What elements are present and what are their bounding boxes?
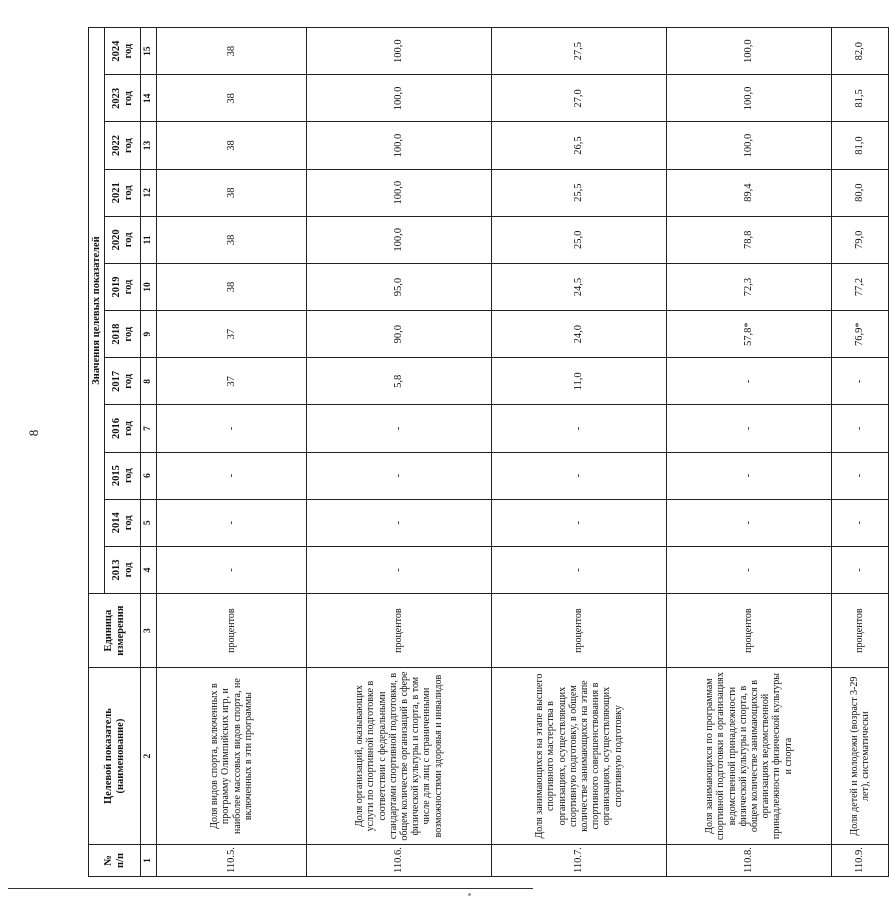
row-value: 25,5 — [492, 169, 667, 216]
row-unit: процентов — [667, 594, 832, 668]
row-number: 110.9. — [832, 844, 889, 876]
footer-line — [8, 888, 533, 889]
row-value: - — [832, 452, 889, 499]
row-value: - — [832, 358, 889, 405]
column-number: 7 — [141, 405, 157, 452]
column-number: 9 — [141, 311, 157, 358]
row-value: 79,0 — [832, 216, 889, 263]
row-value: - — [832, 405, 889, 452]
row-value: 81,5 — [832, 75, 889, 122]
row-value: 72,3 — [667, 263, 832, 310]
row-value: - — [492, 546, 667, 593]
row-value: 81,0 — [832, 122, 889, 169]
row-value: 27,0 — [492, 75, 667, 122]
row-value: 100,0 — [307, 75, 492, 122]
row-value: 5,8 — [307, 358, 492, 405]
row-value: 100,0 — [307, 169, 492, 216]
row-value: - — [157, 499, 307, 546]
row-number: 110.6. — [307, 844, 492, 876]
row-value: - — [667, 546, 832, 593]
header-year: 2024 год — [105, 28, 141, 75]
row-value: 77,2 — [832, 263, 889, 310]
column-number: 11 — [141, 216, 157, 263]
header-num: № п/п — [89, 844, 141, 876]
row-value: 100,0 — [307, 28, 492, 75]
header-year: 2018 год — [105, 311, 141, 358]
row-indicator: Доля организаций, оказывающих услуги по спортивной подготовке в соответствии с федеральными стандартами спортивной подготовки, в общем количестве организаций в сфере физической культуры и спорта, в том числе для лиц с ограниченными возможностями здоровья и инвалидов — [307, 668, 492, 845]
column-number: 10 — [141, 263, 157, 310]
column-number: 2 — [141, 668, 157, 845]
row-unit: процентов — [492, 594, 667, 668]
page-number: 8 — [26, 429, 41, 437]
row-value: 37 — [157, 311, 307, 358]
header-year: 2013 год — [105, 546, 141, 593]
row-value: 90,0 — [307, 311, 492, 358]
row-value: - — [307, 405, 492, 452]
target-indicators-table — [88, 27, 889, 877]
row-value: 100,0 — [667, 122, 832, 169]
row-value: - — [667, 405, 832, 452]
row-indicator: Доля детей и молодежи (возраст 3-29 лет), систематически — [832, 668, 889, 845]
row-value: 38 — [157, 216, 307, 263]
row-value: - — [492, 499, 667, 546]
row-value: 78,8 — [667, 216, 832, 263]
column-number: 15 — [141, 28, 157, 75]
row-value: 26,5 — [492, 122, 667, 169]
row-number: 110.8. — [667, 844, 832, 876]
column-number: 6 — [141, 452, 157, 499]
row-value: 89,4 — [667, 169, 832, 216]
row-value: 100,0 — [667, 75, 832, 122]
column-number: 12 — [141, 169, 157, 216]
column-number: 14 — [141, 75, 157, 122]
header-indicator: Целевой показатель (наименование) — [89, 668, 141, 845]
row-value: 82,0 — [832, 28, 889, 75]
row-value: 11,0 — [492, 358, 667, 405]
row-value: 57,8* — [667, 311, 832, 358]
row-number: 110.5. — [157, 844, 307, 876]
header-year: 2022 год — [105, 122, 141, 169]
table-row — [492, 28, 667, 877]
row-value: 100,0 — [307, 122, 492, 169]
row-indicator: Доля видов спорта, включенных в программу Олимпийских игр, и наиболее массовых видов спорта, не включенных в эти программы — [157, 668, 307, 845]
column-number: 5 — [141, 499, 157, 546]
row-value: 24,0 — [492, 311, 667, 358]
row-value: 80,0 — [832, 169, 889, 216]
row-value: - — [832, 546, 889, 593]
column-number: 8 — [141, 358, 157, 405]
row-value: - — [492, 452, 667, 499]
header-year: 2023 год — [105, 75, 141, 122]
header-year: 2019 год — [105, 263, 141, 310]
header-unit: Единица измерения — [89, 594, 141, 668]
row-value: - — [307, 499, 492, 546]
row-number: 110.7. — [492, 844, 667, 876]
row-value: 100,0 — [307, 216, 492, 263]
row-value: - — [667, 358, 832, 405]
row-value: - — [667, 499, 832, 546]
scan-dot — [468, 893, 471, 896]
row-value: 37 — [157, 358, 307, 405]
header-year: 2021 год — [105, 169, 141, 216]
table-row — [667, 28, 832, 877]
column-number: 4 — [141, 546, 157, 593]
row-indicator: Доля занимающихся по программам спортивной подготовки в организациях ведомственной принадлежности физической культуры и спорта, в общем количестве занимающихся в организациях ведомственной принадлежности физической культуры и спорта — [667, 668, 832, 845]
row-value: - — [307, 452, 492, 499]
column-number: 13 — [141, 122, 157, 169]
row-unit: процентов — [832, 594, 889, 668]
row-value: 38 — [157, 28, 307, 75]
table-row — [157, 28, 307, 877]
header-year: 2017 год — [105, 358, 141, 405]
column-number: 3 — [141, 594, 157, 668]
header-year: 2016 год — [105, 405, 141, 452]
row-value: 38 — [157, 263, 307, 310]
row-value: 24,5 — [492, 263, 667, 310]
row-unit: процентов — [157, 594, 307, 668]
row-value: - — [832, 499, 889, 546]
row-value: 100,0 — [667, 28, 832, 75]
row-value: 27,5 — [492, 28, 667, 75]
row-value: - — [157, 405, 307, 452]
row-value: - — [307, 546, 492, 593]
row-value: - — [492, 405, 667, 452]
row-value: - — [157, 452, 307, 499]
header-year: 2015 год — [105, 452, 141, 499]
table-row — [832, 28, 889, 877]
row-value: - — [157, 546, 307, 593]
header-values-group: Значения целевых показателей — [89, 28, 105, 594]
table-row — [307, 28, 492, 877]
header-year: 2014 год — [105, 499, 141, 546]
row-value: 95,0 — [307, 263, 492, 310]
header-year: 2020 год — [105, 216, 141, 263]
row-value: 38 — [157, 122, 307, 169]
row-unit: процентов — [307, 594, 492, 668]
row-value: 76,9* — [832, 311, 889, 358]
row-value: 38 — [157, 169, 307, 216]
row-indicator: Доля занимающихся на этапе высшего спортивного мастерства в организациях, осуществляющих спортивную подготовку, в общем количестве занимающихся на этапе спортивного совершенствования в организациях, осуществляющих спортивную подготовку — [492, 668, 667, 845]
row-value: 25,0 — [492, 216, 667, 263]
row-value: - — [667, 452, 832, 499]
row-value: 38 — [157, 75, 307, 122]
rotated-page-content — [88, 27, 871, 877]
column-number: 1 — [141, 844, 157, 876]
